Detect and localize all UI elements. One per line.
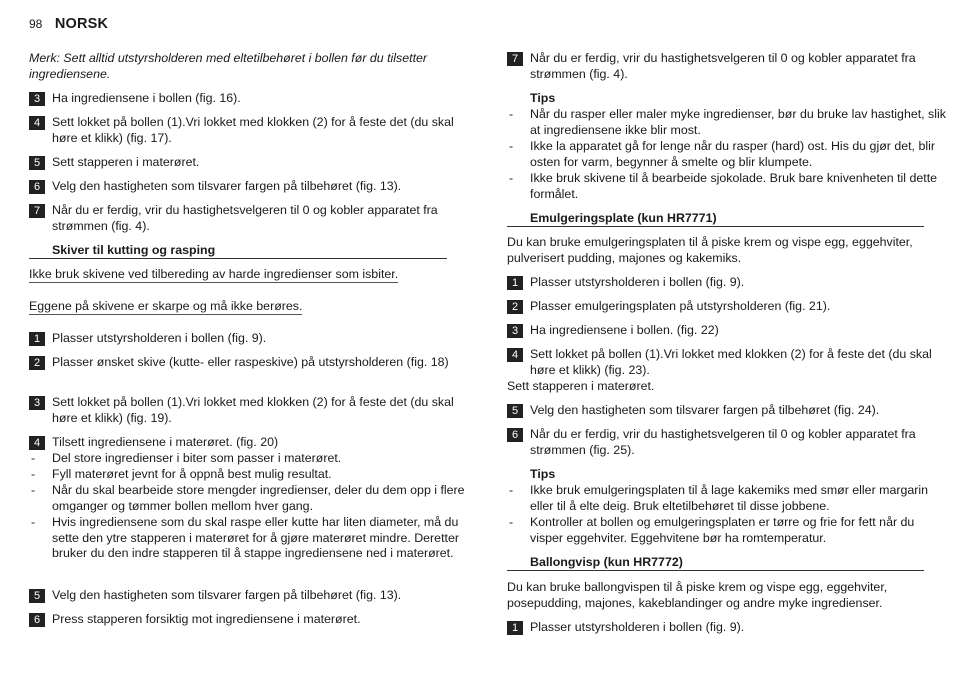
tip-text: Ikke bruk skivene til å bearbeide sjokolade. Bruk bare knivenheten til dette formålet.	[530, 171, 938, 201]
step-number: 4	[507, 348, 523, 362]
section-title: NORSK	[54, 16, 109, 32]
step-number: 6	[29, 180, 45, 194]
intro-text: Du kan bruke emulgeringsplaten til å piske krem og vispe egg, eggehviter, pulverisert pudding, majones og kakemiks.	[507, 235, 913, 265]
step-text: Velg den hastigheten som tilsvarer fargen på tilbehøret (fig. 13).	[52, 588, 402, 602]
step-text: Sett lokket på bollen (1).Vri lokket med klokken (2) for å feste det (du skal høre et klikk) (fig. 17).	[52, 115, 454, 145]
bullet-text: Del store ingredienser i biter som passer i materøret.	[52, 451, 342, 465]
tip-item: - Når du rasper eller maler myke ingredienser, bør du bruke lav hastighet, slik at ingrediensene ikke blir most.	[509, 107, 946, 137]
step-text: Når du er ferdig, vrir du hastighetsvelgeren til 0 og kobler apparatet fra strømmen (fig. 4).	[530, 51, 916, 81]
tip-item: - Ikke la apparatet gå for lenge når du rasper (hard) ost. His du gjør det, blir osten for varm, begynner å smelte og blir klumpete.	[509, 139, 935, 169]
bullet-text: Hvis ingrediensene som du skal raspe eller kutte har liten diameter, må du sette den ytre stapperen i materøret for å gjøre materøret mindre. Deretter bruker du den indre stapperen til å stappe ingrediensene ned i materøret.	[52, 515, 459, 561]
tip-text: Kontroller at bollen og emulgeringsplaten er tørre og frie for fett når du visper eggehviter. Eggehvitene bør ha romtemperatur.	[530, 515, 915, 545]
step-1	[507, 275, 947, 291]
tip-item: - Ikke bruk skivene til å bearbeide sjokolade. Bruk bare knivenheten til dette formålet.	[509, 171, 938, 201]
bullet-item: - Fyll materøret jevnt for å oppnå best mulig resultat.	[31, 467, 332, 481]
warning	[29, 267, 447, 283]
section-heading: Emulgeringsplate (kun HR7771)	[507, 211, 924, 227]
tip-text: Når du rasper eller maler myke ingredienser, bør du bruke lav hastighet, slik at ingrediensene ikke blir most.	[530, 107, 946, 137]
bullet-item: - Når du skal bearbeide store mengder ingredienser, deler du dem opp i flere omganger og tømmer bollen mellom hver gang.	[31, 483, 465, 513]
step-3b	[29, 395, 470, 426]
step-6	[29, 179, 470, 195]
step-2	[507, 299, 947, 315]
step-4	[29, 115, 470, 146]
step-3	[29, 91, 470, 107]
warning-text: Eggene på skivene er skarpe og må ikke berøres.	[29, 299, 303, 313]
step-4	[507, 347, 947, 378]
step-number: 1	[29, 332, 45, 346]
step-number: 5	[29, 156, 45, 170]
step-7	[507, 51, 947, 82]
plain-line: Sett stapperen i materøret.	[507, 379, 655, 393]
tip-item: - Kontroller at bollen og emulgeringsplaten er tørre og frie for fett når du visper eggehviter. Eggehvitene bør ha romtemperatur.	[509, 515, 915, 545]
page-header	[29, 17, 108, 35]
step-number: 7	[29, 204, 45, 218]
bullet-item: - Hvis ingrediensene som du skal raspe eller kutte har liten diameter, må du sette den ytre stapperen i materøret for å gjøre materøret mindre. Deretter bruker du den indre stapperen til å stappe ingrediensene ned i materøret.	[31, 515, 459, 561]
step-text: Velg den hastigheten som tilsvarer fargen på tilbehøret (fig. 13).	[52, 179, 402, 193]
step-text: Plasser ønsket skive (kutte- eller raspeskive) på utstyrsholderen (fig. 18)	[52, 355, 449, 369]
step-number: 4	[29, 436, 45, 450]
tip-text: Ikke bruk emulgeringsplaten til å lage kakemiks med smør eller margarin eller til å elte deig. Bruk eltetilbehøret til disse jobbene.	[530, 483, 929, 513]
step-number: 1	[507, 276, 523, 290]
step-number: 2	[29, 356, 45, 370]
step-1b	[507, 620, 947, 636]
intro-text: Du kan bruke ballongvispen til å piske krem og vispe egg, eggehviter, posepudding, majones, kakeblandinger og andre myke ingredienser.	[507, 580, 888, 610]
bullet-text: Når du skal bearbeide store mengder ingredienser, deler du dem opp i flere omganger og tømmer bollen mellom hver gang.	[52, 483, 465, 513]
step-text: Ha ingrediensene i bollen. (fig. 22)	[530, 323, 719, 337]
step-number: 6	[507, 428, 523, 442]
step-number: 7	[507, 52, 523, 66]
bullet-item: - Del store ingredienser i biter som passer i materøret.	[31, 451, 342, 465]
step-number: 5	[29, 589, 45, 603]
step-text: Tilsett ingrediensene i materøret. (fig. 20)	[52, 435, 279, 449]
step-text: Plasser utstyrsholderen i bollen (fig. 9).	[530, 620, 745, 634]
step-3	[507, 323, 947, 339]
bullet-text: Fyll materøret jevnt for å oppnå best mulig resultat.	[52, 467, 332, 481]
step-text: Sett lokket på bollen (1).Vri lokket med klokken (2) for å feste det (du skal høre et klikk) (fig. 19).	[52, 395, 454, 425]
step-4b	[29, 435, 470, 451]
step-text: Plasser utstyrsholderen i bollen (fig. 9).	[530, 275, 745, 289]
step-text: Ha ingrediensene i bollen (fig. 16).	[52, 91, 241, 105]
step-1	[29, 331, 470, 347]
step-text: Når du er ferdig, vrir du hastighetsvelgeren til 0 og kobler apparatet fra strømmen (fig. 4).	[52, 203, 438, 233]
step-6b	[29, 612, 470, 628]
step-text: Plasser emulgeringsplaten på utstyrsholderen (fig. 21).	[530, 299, 831, 313]
step-text: Press stapperen forsiktig mot ingrediensene i materøret.	[52, 612, 361, 626]
step-text: Sett lokket på bollen (1).Vri lokket med klokken (2) for å feste det (du skal høre et klikk) (fig. 23).	[530, 347, 932, 377]
step-number: 3	[507, 324, 523, 338]
warning-text: Ikke bruk skivene ved tilbereding av harde ingredienser som isbiter.	[29, 267, 399, 281]
step-5	[507, 403, 947, 419]
step-5b	[29, 588, 470, 604]
step-number: 1	[507, 621, 523, 635]
section-heading: Ballongvisp (kun HR7772)	[507, 555, 924, 571]
tip-item: - Ikke bruk emulgeringsplaten til å lage kakemiks med smør eller margarin eller til å elte deig. Bruk eltetilbehøret til disse jobbene.	[509, 483, 929, 513]
step-text: Sett stapperen i materøret.	[52, 155, 200, 169]
step-number: 2	[507, 300, 523, 314]
tip-text: Ikke la apparatet gå for lenge når du rasper (hard) ost. His du gjør det, blir osten for varm, begynner å smelte og blir klumpete.	[530, 139, 935, 169]
step-7	[29, 203, 470, 234]
warning	[29, 299, 447, 315]
step-6	[507, 427, 947, 458]
tips-label: Tips	[530, 91, 556, 105]
section-heading: Skiver til kutting og rasping	[29, 243, 447, 259]
step-number: 6	[29, 613, 45, 627]
note: Merk: Sett alltid utstyrsholderen med eltetilbehøret i bollen før du tilsetter ingrediensene.	[29, 51, 428, 81]
page-number: 98	[29, 17, 43, 31]
step-number: 3	[29, 92, 45, 106]
step-number: 3	[29, 396, 45, 410]
step-text: Plasser utstyrsholderen i bollen (fig. 9).	[52, 331, 267, 345]
step-text: Velg den hastigheten som tilsvarer fargen på tilbehøret (fig. 24).	[530, 403, 880, 417]
tips-label: Tips	[530, 467, 556, 481]
step-5	[29, 155, 470, 171]
step-text: Når du er ferdig, vrir du hastighetsvelgeren til 0 og kobler apparatet fra strømmen (fig. 25).	[530, 427, 916, 457]
step-2	[29, 355, 470, 371]
step-number: 4	[29, 116, 45, 130]
step-number: 5	[507, 404, 523, 418]
